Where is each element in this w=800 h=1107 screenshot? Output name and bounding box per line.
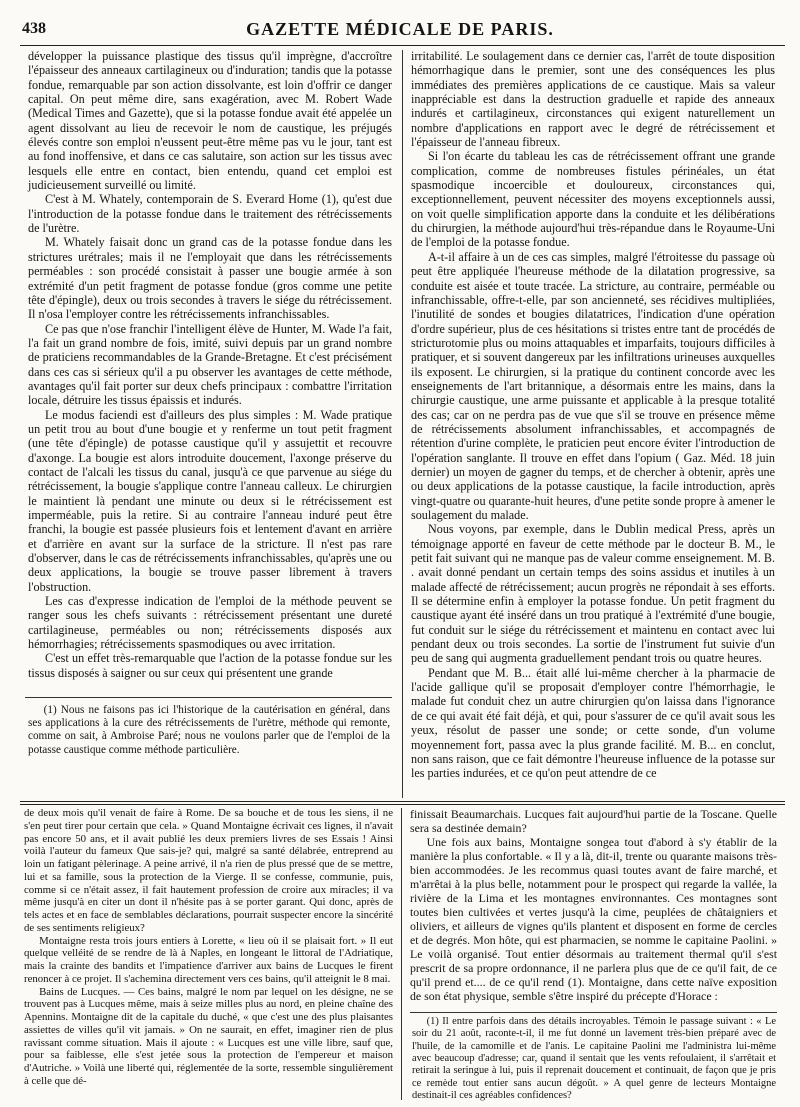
footnote-text: (1) Il entre parfois dans des détails incroyables. Témoin le passage suivant : « Le soir du 21 août, raconte-t-il, il me fut donné un lavement très-bien préparé avec de l'huile, de la camomille et de l'anis. Le capitaine Paolini me l'administra lui-même avec beaucoup d'adresse; car, quand il sentait que les vents refoulaient, il s'arrêtait et retirait la seringue à lui, puis il reprenait doucement et continuait, de façon que je pris ce remède tout entier sans aucun dégoût. » A quel genre de lecteurs Montaigne destinait-il ces agréables confidences? [412,1016,776,1101]
column-divider [402,50,403,798]
footnote-separator [410,1012,777,1013]
paragraph: Une fois aux bains, Montaigne songea tout d'abord à s'y établir de la manière la plus confortable. « Il y a là, dit-il, trente ou quarante maisons très-bien accommodées. Je les recommus quasi toutes avant de faire marché, et m'arrêtai à la plus belle, notamment pour le prospect qui regarde la vallée, la rivière de la Lima et les montagnes environnantes. Ces montagnes sont toutes bien cultivées et vertes jusqu'à la cime, peuplées de châtaigniers et oliviers, et ailleurs de vignes qu'ils plantent et disposent en forme de cercles et de degrés. Mon hôte, qui est pharmacien, se nomme le capitaine Paolini. » Le voilà organisé. Tout entier désormais au traitement thermal qu'il s'est prescrit de sa propre ordonnance, il ne parlera plus que de ce qu'il fait, de ce qu'il prend et.... de ce qu'il rend (1). Montaigne, dans cette naïve exposition de son état physique, semble s'être inspiré du précepte d'Horace : [410,834,777,1003]
upper-left-column [28,49,392,680]
paragraph: finissait Beaumarchais. Lucques fait aujourd'hui partie de la Toscane. Quelle sera sa destinée demain? [410,807,777,835]
paragraph: Ce pas que n'ose franchir l'intelligent élève de Hunter, M. Wade l'a fait, l'a fait un grand nombre de fois, imité, suivi depuis par un grand nombre de praticiens recommandables de la Grande-Bretagne. Et c'est précisément dans ces cas si sérieux qu'il a pu observer les avantages de cette méthode, avantages qu'il fait porter sur deux chefs principaux : combattre l'irritation locale, détruire les tissus épaissis et indurés. [28,321,392,408]
lower-left-column [24,807,393,1088]
paragraph: développer la puissance plastique des tissus qu'il imprègne, d'accroître l'épaisseur des anneaux cartilagineux ou d'induration; tandis que la potasse fondue, remarquable par son action dissolvante, est loin d'offrir ce danger capital. On peut même dire, sans exagération, avec M. Robert Wade (Medical Times and Gazette), que si la potasse fondue avait été appelée un agent dissolvant au lieu de recevoir le nom de caustique, les préjugés élevés contre son emploi n'eussent peut-être même pas vu le jour, tant est au fond inoffensive, et dans ce cas salutaire, son action sur les tissus avec lesquels elle entre en contact, bien entendu, quand cet emploi est judicieusement surveillé ou limité. [28,49,392,193]
paragraph: C'est un effet très-remarquable que l'action de la potasse fondue sur les tissus disposés à saigner ou sur ceux qui présentent une grande [28,651,392,680]
header-rule [20,45,785,46]
paragraph: C'est à M. Whately, contemporain de S. Everard Home (1), qu'est due l'introduction de la potasse fondue dans le traitement des rétrécissements de l'urètre. [28,192,392,236]
paragraph: A-t-il affaire à un de ces cas simples, malgré l'étroitesse du passage où peut être appliquée l'heureuse méthode de la dilatation progressive, sa conduite est aisée et toute tracée. La stricture, au contraire, perméable ou infranchissable, offre-t-elle, par son ancienneté, ses récidives multipliées, l'inutilité de sondes et bougies dilatatrices, l'indication d'une opération d'ordre supérieur, plus de ces hésitations si tristes entre tant de procédés de stricturotomie plus ou moins attaquables et imparfaits, toujours difficiles à pratiquer, et si souvent dangereux par les infiltrations urineuses auxquelles ils exposent. Le chirurgien, si la pratique du continent concorde avec les enseignements de l'art britannique, a désormais entre les mains, dans la chirurgie caustique, une arme puissante et applicable à la presque totalité des cas; car on ne perdra pas de vue que s'il se trouve en présence même de rétrécissements absolument infranchissables, et accompagnés de rétention d'urine complète, le praticien peut encore éviter l'introduction de l'opération sanglante. Il trouve en effet dans l'opium ( Gaz. Méd. 18 juin dernier) un moyen de gagner du temps, et de chercher à obtenir, après une ou deux applications de la potasse caustique, la facile introduction, après vingt-quatre ou quarante-huit heures, d'une petite sonde propre à amener le soulagement du malade. [411,249,775,522]
footnote-separator [25,697,392,698]
lower-footnote [412,1016,776,1102]
upper-right-column [411,49,775,781]
lower-right-column [410,807,777,1003]
paragraph: de deux mois qu'il venait de faire à Rome. De sa bouche et de tous les siens, il ne s'en peut tirer pour certain que cela. » Quand Montaigne écrivait ces lignes, il n'avait pas encore 50 ans, et il avait publié les deux premiers livres de ses Essais ! Ainsi voilà l'auteur du fameux Que sais-je? qui, malgré sa santé délabrée, entreprend au loin un fatigant pèlerinage. A peine arrivé, il n'a rien de plus pressé que de se mettre, lui et sa famille, sous la protection de la Vierge. Il se confesse, communie, puis, comme si ce n'était assez, il fait hautement profession de croire aux miracles; il va même jusqu'à en citer un dont il n'hésite pas à se porter garant. Qui donc, après de tels actes et en face de semblables déclarations, pourrait suspecter encore la sincérité de ses sentiments religieux? [24,807,393,934]
upper-footnote [28,704,390,757]
paragraph: Nous voyons, par exemple, dans le Dublin medical Press, après un témoignage apporté en faveur de cette méthode par le docteur B. M., le petit fait suivant qui ne manque pas de valeur comme enseignement. M. B. . avait donné pendant un certain temps des soins assidus et inutiles à un malade affecté de rétrécissement; aucun progrès ne répondait à ses efforts. Il se détermine enfin à employer la potasse fondue. Un petit fragment du caustique ayant été inséré dans un trou pratiqué à l'extrémité d'une bougie, fut conduit sur le siége du rétrécissement et maintenu en contact avec lui pendant deux ou trois secondes. La sortie de l'instrument fut suivie d'un peu de sang qui augmenta graduellement pendant trois ou quatre heures. [411,522,775,666]
section-rule-double [20,804,785,805]
journal-title: GAZETTE MÉDICALE DE PARIS. [246,19,554,39]
paragraph: Le modus faciendi est d'ailleurs des plus simples : M. Wade pratique un petit trou au bout d'une bougie et y renferme un tout petit fragment (une tête d'épingle) de potasse caustique qu'il y assujettit et recouvre d'axonge. La bougie est alors introduite doucement, l'axonge préserve du contact de l'alcali les tissus du canal, jusqu'à ce que parvenue au siége du rétrécissement, la bougie s'applique contre l'anneau calleux. Le chirurgien le maintient là pendant une minute ou deux si le rétrécissement est imperméable, puis la retire. Si au contraire l'anneau induré peut être franchi, la bougie est passée plusieurs fois et lentement d'avant en arrière et d'arrière en avant sur la surface de la stricture. Il n'est pas rare d'observer, dans le cas de rétrécissements infranchissables, qu'après une ou deux applications, la bougie se trouve passer librement à travers l'obstruction. [28,407,392,594]
paragraph: Montaigne resta trois jours entiers à Lorette, « lieu où il se plaisait fort. » Il eut quelque velléité de se rendre de là à Naples, en longeant le littoral de l'Adriatique, mais la crainte des bandits et l'impatience d'arriver aux bains de Lucques le firent renoncer à ce projet. Il s'achemina directement vers ces bains, qu'il atteignit le 8 mai. [24,934,393,985]
paragraph: Pendant que M. B... était allé lui-même chercher à la pharmacie de l'acide gallique qu'il se proposait d'employer contre l'hémorrhagie, le malade fut conduit chez un autre chirurgien qu'on laissa dans l'ignorance de ce qui avait été fait déjà, et qui, pour s'assurer de ce qu'il avait sous les yeux, résolut de passer une sonde; or cette sonde, d'un volume moyennement fort, passa avec la plus grande facilité. M. B... en conclut, non sans raison, que ce fait démontre l'heureuse influence de la potasse sur les parties indurées, et ce qu'on peut attendre de ce [411,665,775,781]
running-header [0,0,800,42]
paragraph: M. Whately faisait donc un grand cas de la potasse fondue dans les strictures urétrales; mais il ne l'employait que dans les rétrécissements perméables : son procédé consistait à passer une bougie armée à son extrémité d'un petit fragment de potasse fondue (gros comme une petite tête d'épingle), deux ou trois secondes à travers le siége du rétrécissement. Il n'osa l'employer contre les rétrécissements infranchissables. [28,235,392,322]
paragraph: Si l'on écarte du tableau les cas de rétrécissement offrant une grande complication, comme de nombreuses fistules périnéales, un état spasmodique incoercible et douloureux, circonstances qui, exceptionnellement, peuvent nécessiter des moyens exceptionnels aussi, on voit quelle simplification apporte dans la conduite et les délibérations du chirurgien, la méthode aujourd'hui très-répandue dans le Royaume-Uni de l'emploi de la potasse fondue. [411,149,775,250]
page-number: 438 [22,20,46,37]
paragraph: irritabilité. Le soulagement dans ce dernier cas, l'arrêt de toute disposition hémorrhagique dans le premier, sont une des conséquences les plus immédiates des premières applications de ce caustique. Mais sa valeur inappréciable est dans la destruction graduelle et rapide des anneaux indurés et cartilagineux, circonstances qui exigent naturellement un nombre d'applications en rapport avec le degré de rétrécissement et l'épaisseur de l'anneau fibreux. [411,49,775,150]
section-rule [20,801,785,802]
paragraph: Les cas d'expresse indication de l'emploi de la méthode peuvent se ranger sous les chefs suivants : rétrécissement présentant une dureté cartilagineuse, perméables ou non; rétrécissements disposés aux hémorrhagies; rétrécissements spasmodiques ou avec irritation. [28,594,392,652]
lower-column-divider [401,808,402,1100]
paragraph: Bains de Lucques. — Ces bains, malgré le nom par lequel on les désigne, ne se trouvent pas à Lucques même, mais à seize milles plus au nord, en pleine chaîne des Apennins. Montaigne dit de la capitale du duché, « que c'est une des plus plaisantes assiettes de villes qu'il vit jamais. » On ne saurait, en effet, imaginer rien de plus ravissant comme situation. Mais il ajoute : « Lucques est une ville libre, sauf que, pour sa faiblesse, elle s'est jetée sous la protection de l'empereur et maison d'Autriche. » Voilà une liberté qui, réglementée de la sorte, ressemble singulièrement à celle que dé- [24,985,393,1087]
footnote-text: (1) Nous ne faisons pas ici l'historique de la cautérisation en général, dans ses applications à la cure des rétrécissements de l'urètre, méthode qui remonte, comme on sait, à Ambroise Paré; nous ne voulons parler que de l'emploi de la potasse caustique comme méthode particulière. [28,704,390,756]
